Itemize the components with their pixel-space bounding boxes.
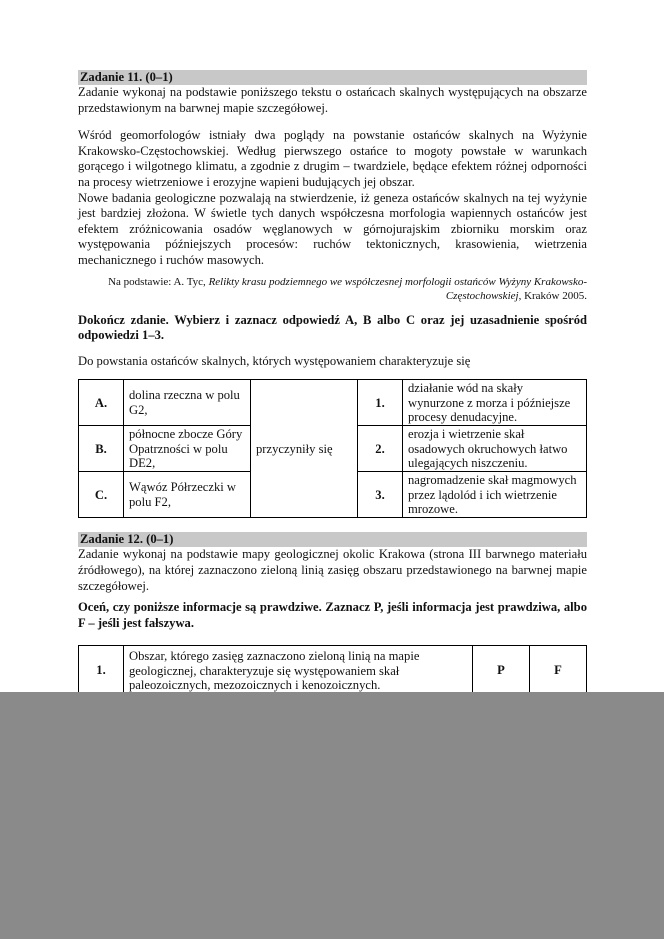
page-cutoff-overlay: [0, 692, 664, 939]
task-11-instruction: Dokończ zdanie. Wybierz i zaznacz odpowiedź A, B albo C oraz jej uzasadnienie spośród odpowiedzi 1–3.: [78, 312, 587, 343]
option-a-text[interactable]: dolina rzeczna w polu G2,: [124, 380, 251, 426]
answer-table: [78, 379, 587, 518]
reason-1-text[interactable]: działanie wód na skały wynurzone z morza i późniejsze procesy denudacyjne.: [403, 380, 587, 426]
true-option[interactable]: P: [473, 646, 530, 694]
task-11-stem: Do powstania ostańców skalnych, których występowaniem charakteryzuje się: [78, 353, 471, 368]
option-c-text[interactable]: Wąwóz Półrzeczki w polu F2,: [124, 472, 251, 518]
statement-1-number: 1.: [79, 646, 124, 694]
task-12-heading: Zadanie 12. (0–1): [78, 532, 587, 547]
reason-2-number[interactable]: 2.: [358, 426, 403, 472]
connector-text: przyczyniły się: [251, 380, 358, 518]
true-false-table: [78, 645, 587, 694]
task-11-intro: Zadanie wykonaj na podstawie poniższego tekstu o ostańcach skalnych występujących na obszarze przedstawionym na barwnej mapie szczegółowej.: [78, 85, 587, 115]
reason-3-text[interactable]: nagromadzenie skał magmowych przez lądolód i ich wietrzenie mrozowe.: [403, 472, 587, 518]
source-citation: Na podstawie: A. Tyc, Relikty krasu podziemnego we współczesnej morfologii ostańców Wyżyny Krakowsko-Częstochowskiej, Kraków 2005.: [108, 275, 587, 302]
option-c-letter[interactable]: C.: [79, 472, 124, 518]
task-12-instruction: Oceń, czy poniższe informacje są prawdziwe. Zaznacz P, jeśli informacja jest prawdziwa, albo F – jeśli jest fałszywa.: [78, 600, 587, 630]
task-11-paragraph-1: Wśród geomorfologów istniały dwa poglądy na powstanie ostańców skalnych na Wyżynie Krakowsko-Częstochowskiej. Według pierwszego ostańce to mogoty powstałe w warunkach gorącego i wilgotnego klimatu, a zgodnie z drugim – twardziele, będące efektem różnej odporności na procesy wietrzeniowe i erozyjne wapieni budujących jej obszar.: [78, 128, 587, 189]
task-12-intro: Zadanie wykonaj na podstawie mapy geologicznej okolic Krakowa (strona III barwnego materiału źródłowego), na której zaznaczono zieloną linią zasięg obszaru przedstawionego na barwnej mapie szczegółowej.: [78, 547, 587, 593]
statement-1-text: Obszar, którego zasięg zaznaczono zieloną linią na mapie geologicznej, charakteryzuje się występowaniem skał paleozoicznych, mezozoicznych i kenozoicznych.: [124, 646, 473, 694]
option-a-letter[interactable]: A.: [79, 380, 124, 426]
task-11-paragraph-2: Nowe badania geologiczne pozwalają na stwierdzenie, iż geneza ostańców skalnych na tej wyżynie jest bardziej złożona. W świetle tych danych współczesna morfologia wapiennych ostańców jest efektem zróżnicowania osadów węglanowych w górnojurajskim zbiorniku morskim oraz występowania późniejszych procesów: ruchów tektonicznych, krasowienia, wietrzenia mechanicznego i ruchów masowych.: [78, 190, 587, 267]
task-11-heading: Zadanie 11. (0–1): [78, 70, 587, 85]
false-option[interactable]: F: [530, 646, 587, 694]
exam-page: [78, 70, 587, 694]
option-b-text[interactable]: północne zbocze Góry Opatrzności w polu DE2,: [124, 426, 251, 472]
reason-1-number[interactable]: 1.: [358, 380, 403, 426]
option-b-letter[interactable]: B.: [79, 426, 124, 472]
reason-3-number[interactable]: 3.: [358, 472, 403, 518]
reason-2-text[interactable]: erozja i wietrzenie skał osadowych okruchowych łatwo ulegających niszczeniu.: [403, 426, 587, 472]
